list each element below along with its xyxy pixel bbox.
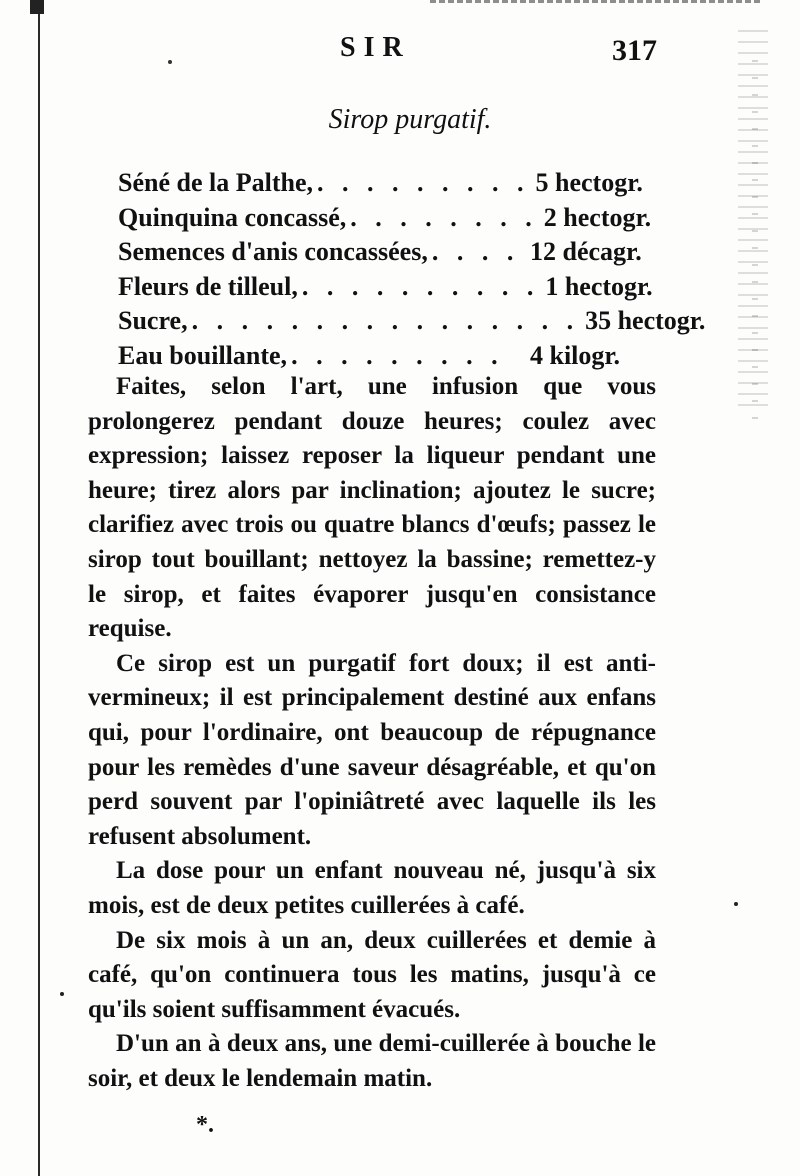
margin-dot <box>60 992 64 996</box>
paragraph-usage: Ce sirop est un purgatif fort doux; il est anti-vermineux; il est principalement destiné aux enfans qui, pour l'ordinaire, ont beaucoup de répugnance pour les remèdes d'une saveur désagréable, et qu'on perd souvent par l'opiniâtreté avec laquelle ils les refusent absolument. <box>88 649 656 850</box>
page-header <box>0 30 800 80</box>
page-number: 317 <box>612 34 657 67</box>
section-title: Sirop purgatif. <box>328 104 492 135</box>
ingredient-row <box>118 339 658 374</box>
ingredient-row <box>118 166 658 201</box>
ingredient-quantity: 35 hectogr. <box>585 306 706 335</box>
ingredient-name: Fleurs de tilleul, <box>118 271 298 301</box>
ingredient-row <box>118 304 706 339</box>
paragraph-dose-six-months: De six mois à un an, deux cuillerées et demie à café, qu'on continuera tous les matins, jusqu'à ce qu'ils soient suffisamment évacués. <box>88 926 656 1023</box>
body-text <box>88 370 656 1096</box>
paragraph-dose-one-year: D'un an à deux ans, une demi-cuillerée à bouche le soir, et deux le lendemain matin. <box>88 1030 656 1092</box>
ingredient-quantity: 1 hectogr. <box>545 271 653 301</box>
ingredient-quantity: 12 décagr. <box>530 237 642 266</box>
dot-leader: . . . . <box>431 237 520 266</box>
dot-leader: . . . . . . . . <box>350 202 538 232</box>
ingredient-row <box>118 235 658 270</box>
paragraph-dose-newborn: La dose pour un enfant nouveau né, jusqu'à six mois, est de deux petites cuillerées à café. <box>88 857 656 919</box>
ingredient-quantity: 2 hectogr. <box>543 202 652 232</box>
ingredient-name: Quinquina concassé, <box>118 202 347 232</box>
binding-edge-mark <box>30 0 44 14</box>
ingredient-name: Séné de la Palthe, <box>118 168 313 197</box>
ingredient-quantity: 5 hectogr. <box>535 168 643 197</box>
margin-dot <box>734 902 738 906</box>
dot-leader: . . . . . . . . . <box>291 340 504 370</box>
dot-leader: . . . . . . . . . <box>317 168 530 197</box>
dot-leader: . . . . . . . . . . . . . . . . <box>191 306 580 335</box>
top-edge-rule <box>430 0 760 3</box>
dot-leader: . . . . . . . . . . <box>301 271 540 301</box>
ingredient-row <box>118 201 658 236</box>
header-dot <box>168 60 172 64</box>
ingredient-quantity: 4 kilogr. <box>530 340 621 370</box>
ingredient-name: Sucre, <box>118 306 188 335</box>
footer-mark: *. <box>196 1112 214 1138</box>
ingredient-name: Eau bouillante, <box>118 340 288 370</box>
running-head: SIR <box>340 32 411 63</box>
paragraph-preparation: Faites, selon l'art, une infusion que vous prolongerez pendant douze heures; coulez avec expression; laissez reposer la liqueur pendant une heure; tirez alors par inclination; ajoutez le sucre; clarifiez avec trois ou quatre blancs d'œufs; passez le sirop tout bouillant; nettoyez la bassine; remettez-y le sirop, et faites évaporer jusqu'en consistance requise. <box>88 373 656 643</box>
ingredient-list <box>118 166 706 373</box>
ingredient-row <box>118 270 658 305</box>
binding-edge <box>38 0 40 1176</box>
ingredient-name: Semences d'anis concassées, <box>118 237 428 266</box>
